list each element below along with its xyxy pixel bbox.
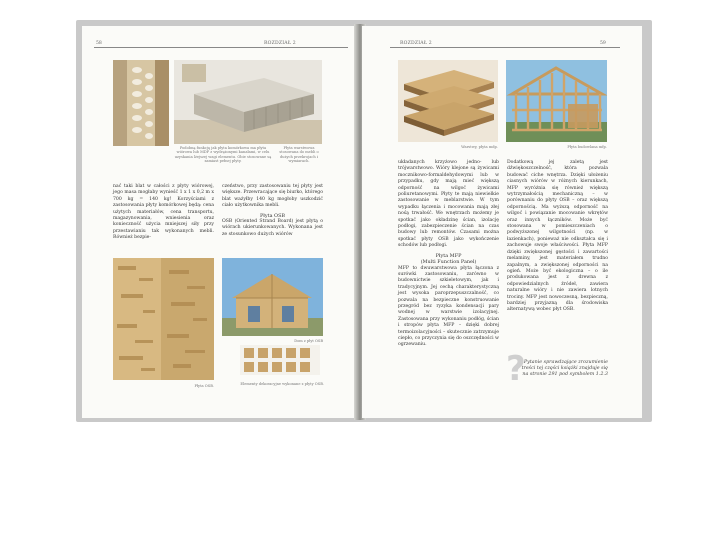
- right-page-number: 59: [600, 41, 606, 46]
- left-col2-text-b: OSB (Oriented Strand Board) jest płytą o wiórach ukierunkowanych. Wykonana jest ze stosunkowo dużych wiórów: [222, 219, 323, 237]
- left-running-head: ROZDZIAŁ 2: [264, 41, 296, 46]
- osb-board-photo: [113, 258, 214, 380]
- osb-decor-photo: [240, 345, 320, 375]
- question-mark-icon: ?: [506, 349, 526, 389]
- left-col2-text: czeństwo, przy zastosowaniu tej płyty jest większe. Przewracające się biurko, którego blat ważyłby 140 kg mogłoby uszkodzić ciało użytkownika mebli.: [222, 184, 323, 209]
- board-stack-photo: [398, 60, 498, 142]
- stack-caption: Warstwy, płyta mdp.: [461, 145, 498, 149]
- sandwich-panel-photo: [174, 60, 322, 144]
- left-col2: [222, 184, 323, 238]
- right-col1-text-b: MFP to dwuwarstwowa płyta łączona z surówki zastosowaniu, zarówno w budownictwie szkieletowym, jak i tradycyjnym. Jej cechą charakterystyczną jest wysoka paroprzepuszczalność, co pozwala na bezpieczne konstruowanie przegród bez ryzyka kondensacji pary wodnej w warstwie izolacyjnej. Zastosowana przy wykonaniu podłóg, ścian i stropów płyta MFP – dzięki dobrej termoizolacyjności – skutecznie zatrzymuje ciepło, co przyczynia się do oszczędności w ogrzewaniu.: [398, 265, 499, 348]
- osb-house-photo: [222, 258, 323, 336]
- box-caption: Płyta warstwowa stosowana do mebli o dużych przekrojach i wymiarach.: [279, 146, 319, 164]
- decor-caption: Elementy dekoracyjne wykonane z płyty OSB.: [240, 382, 324, 386]
- panel-caption: Podobną funkcję jak płyta komórkowa ma płyta wiórowa lub MDF z wydrążonymi kanałami, w celu uzyskania lżejszej wagi elementu. Obie stosowane są zamiast pełnej płyty.: [174, 146, 272, 164]
- perforated-board-photo: [113, 60, 169, 146]
- house-caption: Dom z płyt OSB: [294, 339, 323, 343]
- right-col1: [398, 160, 499, 349]
- left-header-rule: [94, 47, 348, 48]
- right-col1-text: układanych krzyżowo jedno- lub trójwarstwowo. Wióry klejone są żywicami mocznikowo-formaldehydowymi lub w przypadku, gdy mają mieć większą odporność na wilgoć żywicami poliuretanowymi. Płyty te mają niewielkie zastosowanie w meblarstwie. W tym wypadku łączenia i mocowania mają złej nośą trwałość. We wnętrzach możemy je spotkać jako okładzinę ścian, izolację podłogi, zabezpieczenie ścian na czas budowy lub remontów. Czasami można spotkać płyty OSB jako wykończenie schodów lub podłogi.: [398, 160, 499, 249]
- mfp-subheading: (Multi Function Panel): [420, 259, 477, 266]
- right-running-head: ROZDZIAŁ 2: [400, 41, 432, 46]
- timber-frame-photo: [506, 60, 607, 142]
- osb-heading: Płyta OSB: [259, 212, 286, 219]
- left-col1-text: nać taki blat w całości z płyty wiórowej, jego masa mogłaby wynieść 1 x 1 x 0,2 m x 700 kg = 140 kg! Korzyściami z zastosowania płyty komórkowej będą: cena użytych materiałów, cena transportu, magazynowania, wniesienia oraz konieczność użycia mniejszej siły przy przestawianiu tak wykonanych mebli. Również bezpie-: [113, 184, 214, 241]
- right-col2-text: Dodatkową jej zaletą jest dźwiękoszczelność, która pozwala budować ciche wnętrza. Dzięki ułożeniu ciasnych wiórów w różnych kierunkach, MFP wyróżnia się również większą wytrzymałością mechaniczną – w porównaniu do płyty OSB – oraz większą odpornością. Ma wyższą odporność na wilgoć i powiązanie mocowanie wkrętów oraz innych łączników. Może być stosowana w pomieszczeniach o podwyższonej wilgotności (np. w łazienkach), ponieważ nie odkształca się i zachowuje swoje właściwości. Płyta MFP dzięki zwiększonej gęstości i zawartości melaminy, jest materiałem trudno zapalnym, a zwiększonej odporności na ogień. Może być ekologiczna – o ile produkowana jest z drewna z odpowiedzialnych źródeł, zawiera naturalne wióry i nie zawiera lotnych trociny. MFP jest nowoczesną, bezpieczną, bardziej przyjazną dla środowiska alternatywą wobec płyt OSB.: [507, 160, 608, 313]
- left-page-number: 58: [96, 41, 102, 46]
- review-question-note: Pytanie sprawdzające zrozumienie treści tej części książki znajduje się na stronie 291 pod symbolem 1.2.3: [521, 360, 608, 378]
- right-header-rule: [390, 47, 620, 48]
- mfp-heading: Płyta MFP: [435, 252, 462, 259]
- frame-caption: Płyta budowlana mfp.: [567, 145, 607, 149]
- osb-caption: Płyta OSB.: [194, 384, 214, 388]
